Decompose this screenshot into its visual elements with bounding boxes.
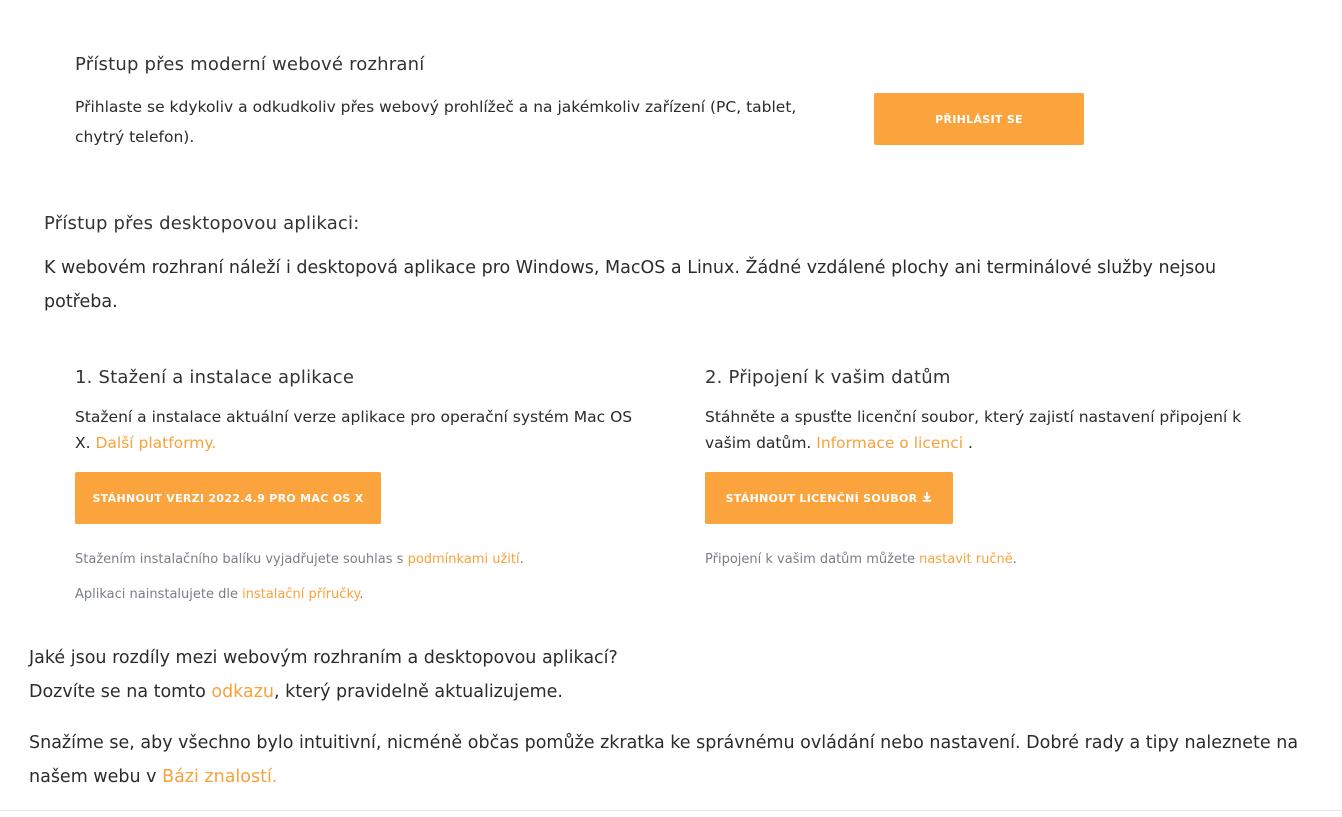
step1-heading: 1. Stažení a instalace aplikace (75, 367, 355, 388)
manual-setup-note (705, 552, 1017, 567)
web-access-heading: Přístup přes moderní webové rozhraní (75, 54, 425, 75)
knowledge-base-link[interactable]: Bázi znalostí. (162, 767, 278, 787)
step1-text (75, 404, 635, 456)
step2-heading: 2. Připojení k vašim datům (705, 367, 951, 388)
install-guide-link[interactable]: instalační příručky (242, 587, 360, 602)
differences-question: Jaké jsou rozdíly mezi webovým rozhraním a desktopovou aplikací? (29, 648, 618, 668)
manual-setup-note-end: . (1012, 552, 1017, 567)
step2-text (705, 404, 1265, 456)
license-info-link[interactable]: Informace o licenci (816, 434, 964, 452)
knowledge-text (29, 726, 1299, 794)
step2-text-end: . (967, 434, 973, 452)
step1-text-body: Stažení a instalace aktuální verze aplikace pro operační systém Mac OS X. (75, 408, 633, 452)
download-license-label: STÁHNOUT LICENČNÍ SOUBOR (725, 491, 918, 505)
manual-setup-link[interactable]: nastavit ručně (919, 552, 1013, 567)
manual-setup-note-text: Připojení k vašim datům můžete (705, 552, 920, 567)
web-access-text: Přihlaste se kdykoliv a odkudkoliv přes webový prohlížeč a na jakémkoliv zařízení (PC, tablet, chytrý telefon). (75, 98, 797, 146)
install-guide-note-end: . (359, 587, 364, 602)
differences-text-before: Dozvíte se na tomto (29, 682, 212, 702)
other-platforms-link[interactable]: Další platformy. (95, 434, 217, 452)
download-app-button[interactable]: STÁHNOUT VERZI 2022.4.9 PRO MAC OS X (75, 472, 381, 524)
knowledge-text-body: Snažíme se, aby všechno bylo intuitivní, nicméně občas pomůže zkratka ke správnému ovládání nebo nastavení. Dobré rady a tipy naleznete na našem webu v (29, 733, 1299, 787)
download-license-button[interactable] (705, 472, 953, 524)
terms-note-end: . (519, 552, 524, 567)
step2-text-body: Stáhněte a spusťte licenční soubor, který zajistí nastavení připojení k vašim datům. (705, 408, 1242, 452)
bottom-divider (0, 810, 1342, 811)
terms-note (75, 552, 524, 567)
differences-text-after: , který pravidelně aktualizujeme. (274, 682, 563, 702)
terms-note-text: Stažením instalačního balíku vyjadřujete souhlas s (75, 552, 408, 567)
differences-link[interactable]: odkazu (211, 682, 275, 702)
desktop-access-text: K webovém rozhraní náleží i desktopová aplikace pro Windows, MacOS a Linux. Žádné vzdálené plochy ani terminálové služby nejsou potřeba. (44, 258, 1217, 312)
login-button[interactable]: PŘIHLÁSIT SE (874, 93, 1084, 145)
download-icon (922, 492, 932, 505)
install-guide-note-text: Aplikaci nainstalujete dle (75, 587, 243, 602)
differences-text (29, 675, 563, 709)
terms-of-use-link[interactable]: podmínkami užití (407, 552, 520, 567)
install-guide-note (75, 587, 364, 602)
desktop-access-heading: Přístup přes desktopovou aplikaci: (44, 213, 360, 234)
